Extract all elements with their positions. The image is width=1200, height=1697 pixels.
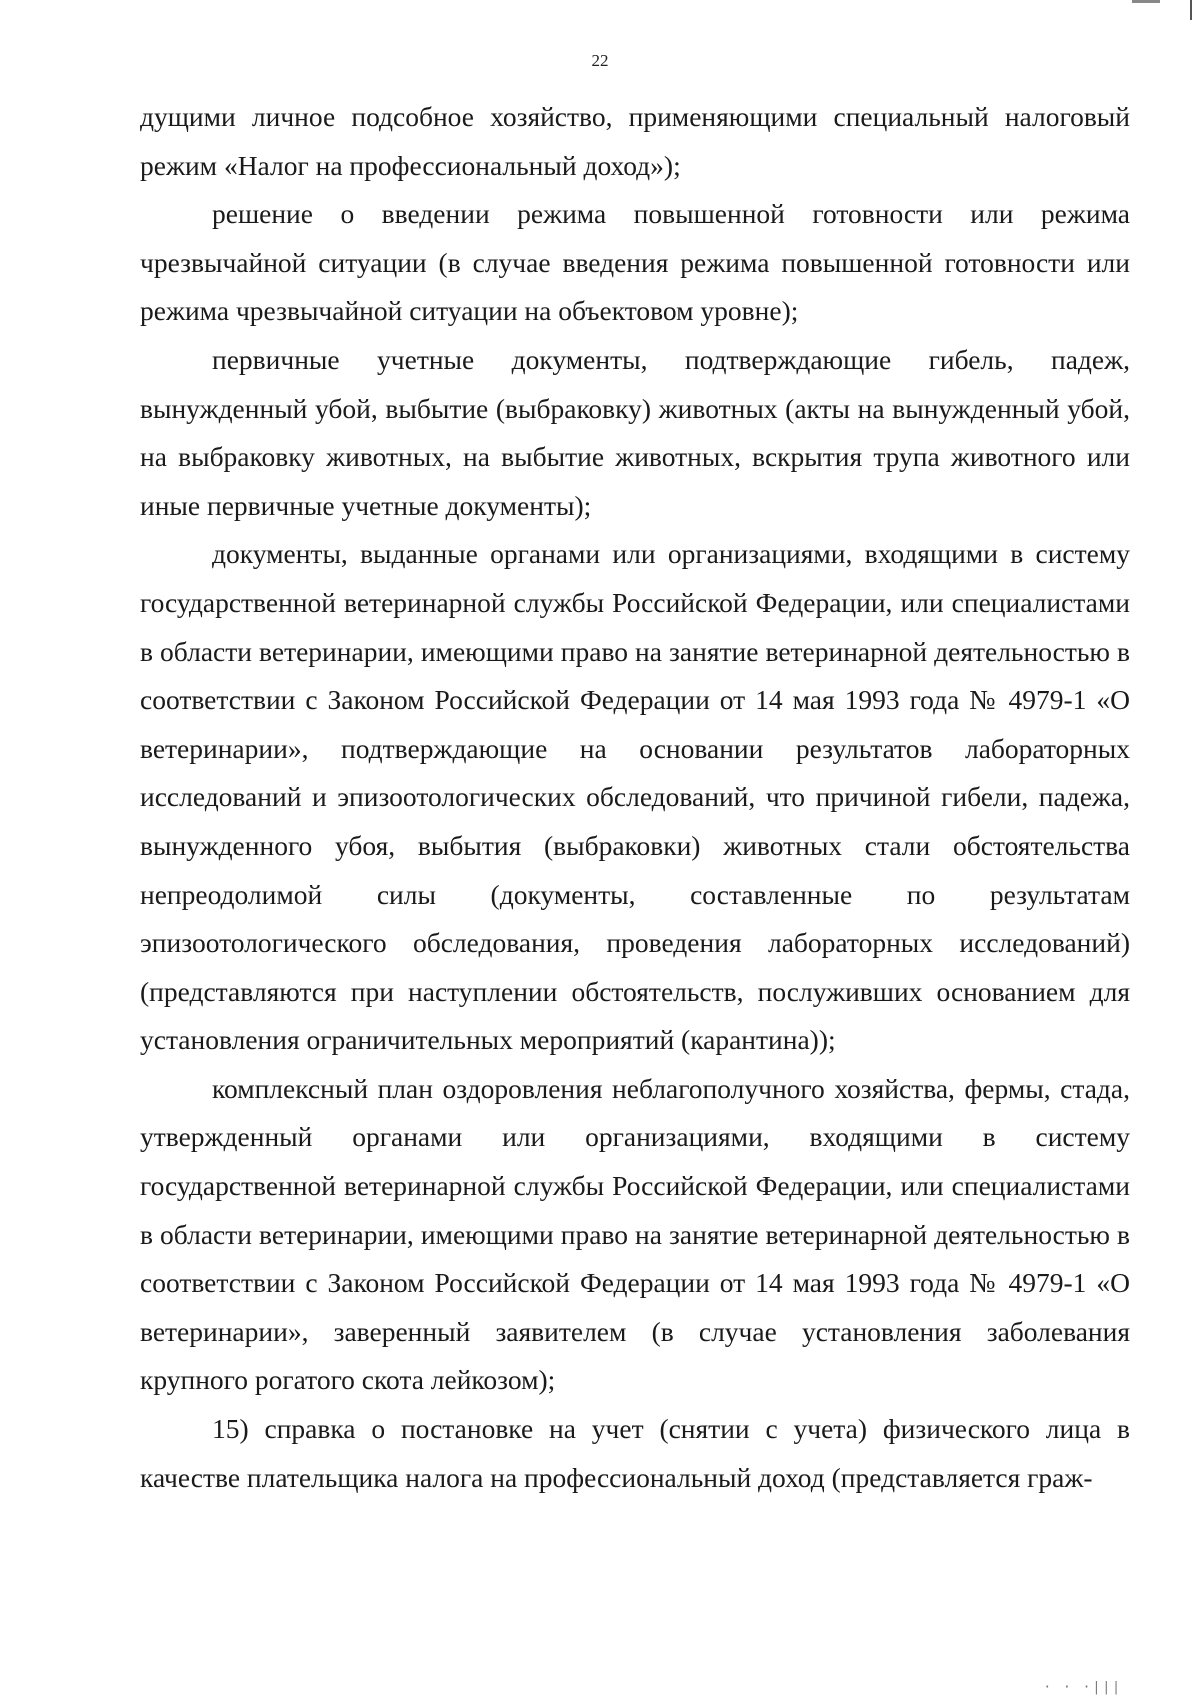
- paragraph-continuation: дущими личное подсобное хозяйство, применяющими специальный налоговый режим «Налог на профессиональный доход»);: [140, 101, 1130, 181]
- page-number: 22: [591, 51, 609, 70]
- paragraph-primary-documents: первичные учетные документы, подтверждающие гибель, падеж, вынужденный убой, выбытие (выбраковку) животных (акты на вынужденный убой, на выбраковку животных, на выбытие животных, вскрытия трупа животного или иные первичные учетные документы);: [140, 343, 1130, 521]
- scan-artifact: · · ·|||: [1043, 1680, 1122, 1695]
- paragraph-item-15: 15) справка о постановке на учет (снятии с учета) физического лица в качестве плательщика налога на профессиональный доход (представляется граж-: [140, 1413, 1130, 1493]
- scan-edge-mark: [1132, 0, 1160, 3]
- scan-edge-mark: [1190, 0, 1192, 20]
- paragraph-emergency-decision: решение о введении режима повышенной готовности или режима чрезвычайной ситуации (в случае введения режима повышенной готовности или режима чрезвычайной ситуации на объектовом уровне);: [140, 198, 1130, 327]
- paragraph-recovery-plan: комплексный план оздоровления неблагополучного хозяйства, фермы, стада, утвержденный органами или организациями, входящими в систему государственной ветеринарной службы Российской Федерации, или специалистами в области ветеринарии, имеющими право на занятие ветеринарной деятельностью в соответствии с Законом Российской Федерации от 14 мая 1993 года № 4979-1 «О ветеринарии», заверенный заявителем (в случае установления заболевания крупного рогатого скота лейкозом);: [140, 1072, 1130, 1396]
- document-body: [140, 93, 1130, 1502]
- paragraph-veterinary-documents: документы, выданные органами или организациями, входящими в систему государственной ветеринарной службы Российской Федерации, или специалистами в области ветеринарии, имеющими право на занятие ветеринарной деятельностью в соответствии с Законом Российской Федерации от 14 мая 1993 года № 4979-1 «О ветеринарии», подтверждающие на основании результатов лабораторных исследований и эпизоотологических обследований, что причиной гибели, падежа, вынужденного убоя, выбытия (выбраковки) животных стали обстоятельства непреодолимой силы (документы, составленные по результатам эпизоотологического обследования, проведения лабораторных исследований) (представляются при наступлении обстоятельств, послуживших основанием для установления ограничительных мероприятий (карантина));: [140, 538, 1130, 1056]
